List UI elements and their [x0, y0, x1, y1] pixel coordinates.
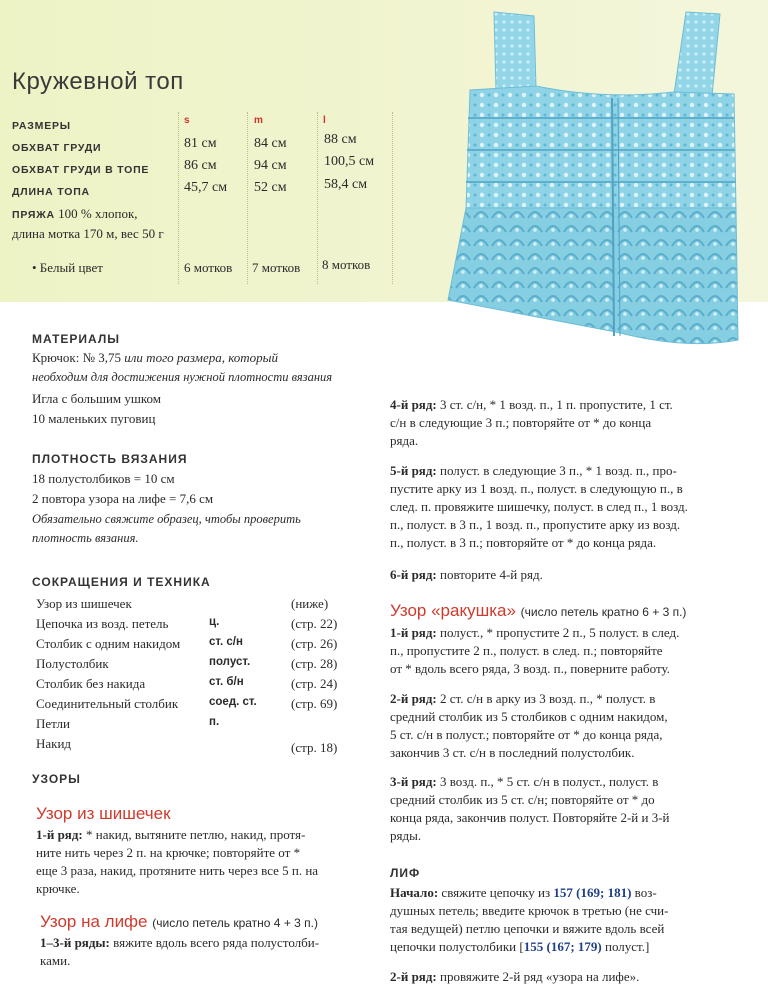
- gauge-line: 2 повтора узора на лифе = 7,6 см: [32, 491, 214, 506]
- row-text: след. п. провяжите шишечку, полуст. в след п., 1 возд.: [390, 499, 688, 514]
- row-text: повторите 4-й ряд.: [440, 567, 543, 582]
- table-divider: [247, 112, 248, 284]
- size-row-label: ДЛИНА ТОПА: [12, 186, 90, 198]
- row-text: 5 ст. с/н в полуст.; повторяйте от * до конца ряда,: [390, 727, 663, 742]
- row-text: крючке.: [36, 881, 80, 896]
- gauge-heading: ПЛОТНОСТЬ ВЯЗАНИЯ: [32, 452, 188, 466]
- abbr-short: полуст.: [209, 656, 251, 668]
- row-text: ните нить через 2 п. на крючке; повторяйте от *: [36, 845, 301, 860]
- materials-needle: Игла с большим ушком: [32, 391, 162, 406]
- materials-hook: [32, 350, 278, 366]
- row-text: вяжите вдоль всего ряда полустолби-: [113, 935, 320, 950]
- shell-note: (число петель кратно 6 + 3 п.): [520, 605, 687, 619]
- size-cell: 86 см: [184, 158, 217, 173]
- materials-buttons: 10 маленьких пуговиц: [32, 411, 156, 426]
- abbreviation-row: [36, 716, 356, 736]
- abbr-ref: (стр. 26): [291, 636, 338, 651]
- gauge-note: Обязательно свяжите образец, чтобы проверить: [32, 512, 301, 526]
- yarn-line-1: [12, 206, 138, 222]
- stitch-count-s: 155: [523, 939, 544, 954]
- row-text: от * вдоль всего ряда, 3 возд. п., поверните работу.: [390, 661, 670, 676]
- yarn-line-2: длина мотка 170 м, вес 50 г: [12, 226, 164, 241]
- skein-count: 8 мотков: [322, 257, 371, 272]
- row-text: ряда.: [390, 433, 419, 448]
- abbr-name: Соединительный столбик: [36, 696, 179, 711]
- skein-count: 7 мотков: [252, 260, 301, 275]
- size-cell: 84 см: [254, 136, 287, 151]
- bodice-title-text: Узор на лифе: [40, 912, 148, 931]
- row-text: еще 3 раза, накид, протяните нить через все 5 п. на: [36, 863, 319, 878]
- materials-hook-note: необходим для достижения нужной плотности вязания: [32, 370, 333, 384]
- row-text: с/н в следующие 3 п.; повторяйте от * до конца: [390, 415, 652, 430]
- bodice-pattern-title: [40, 912, 318, 932]
- gauge-note: плотность вязания.: [32, 531, 139, 545]
- row-label: Начало:: [390, 885, 439, 900]
- bodice-start: Начало: свяжите цепочку из 157 (169; 181) воз- душных петель; введите крючок в третью (не счи- тая ведущей) петлю цепочки и вяжите вдоль всей цепочки полустолбики [155 (167; 179) полуст.]: [390, 884, 730, 956]
- size-row-label: ОБХВАТ ГРУДИ В ТОПЕ: [12, 164, 150, 176]
- hook-note: или того размера, который: [121, 350, 278, 365]
- row-text: 2 ст. с/н в арку из 3 возд. п., * полуст. в: [440, 691, 656, 706]
- size-s: s: [184, 115, 190, 126]
- skein-count: 6 мотков: [184, 260, 233, 275]
- stitch-count-l: 181: [607, 885, 628, 900]
- abbr-name: Столбик без накида: [36, 676, 146, 691]
- size-cell: 58,4 см: [324, 177, 368, 192]
- abbr-ref: (стр. 28): [291, 656, 338, 671]
- shell-title-text: Узор «ракушка»: [390, 601, 516, 620]
- row-label: 6-й ряд:: [390, 567, 437, 582]
- row-text: душных петель; введите крючок в третью (не счи-: [390, 903, 669, 918]
- patterns-heading: УЗОРЫ: [32, 772, 81, 786]
- sizes-label: РАЗМЕРЫ: [12, 120, 71, 132]
- size-cell: 81 см: [184, 136, 217, 151]
- abbr-short: ст. б/н: [209, 676, 244, 688]
- abbreviation-row: [36, 736, 356, 756]
- materials-heading: МАТЕРИАЛЫ: [32, 332, 121, 346]
- color-label: • Белый цвет: [32, 260, 103, 275]
- row-6: [390, 566, 730, 584]
- row-text: полуст.]: [605, 939, 650, 954]
- row-text: ряды.: [390, 828, 422, 843]
- row-text: п., пропустите 2 п., полуст. в след. п.; повторяйте: [390, 643, 663, 658]
- row-text: тая ведущей) петлю цепочки и вяжите вдоль всей: [390, 921, 665, 936]
- abbr-ref: (ниже): [291, 596, 329, 611]
- bobble-row1: [36, 826, 356, 898]
- row-text: полуст., * пропустите 2 п., 5 полуст. в след.: [440, 625, 680, 640]
- row-label: 1-й ряд:: [36, 827, 83, 842]
- size-cell: 94 см: [254, 158, 287, 173]
- shell-pattern-title: [390, 601, 686, 621]
- size-cell: 45,7 см: [184, 180, 228, 195]
- size-cell: 100,5 см: [324, 154, 375, 169]
- row-label: 1–3-й ряды:: [40, 935, 110, 950]
- size-cell: 88 см: [324, 132, 357, 147]
- stitch-count-s: 157: [553, 885, 573, 900]
- abbr-short: ц.: [209, 616, 220, 628]
- abbr-short: ст. с/н: [209, 636, 243, 648]
- row-label: 4-й ряд:: [390, 397, 437, 412]
- table-divider: [317, 112, 318, 284]
- size-cell: 52 см: [254, 180, 287, 195]
- row-text: п., полуст. в 3 п., 1 возд. п., пропустите арку из возд.: [390, 517, 681, 532]
- lace-top-illustration: [436, 10, 744, 355]
- bodice-row-2: [390, 968, 730, 986]
- row-text: средний столбик из 5 ст. с/н; повторяйте от * до: [390, 792, 655, 807]
- abbr-name: Цепочка из возд. петель: [36, 616, 169, 631]
- shell-row-2: [390, 690, 730, 762]
- size-l: l: [323, 115, 326, 126]
- shell-row-1: [390, 624, 730, 678]
- abbreviation-row: [36, 596, 356, 616]
- stitch-count-m: 167: [550, 939, 571, 954]
- row-text: пустите арку из 1 возд. п., полуст. в следующую п., в: [390, 481, 683, 496]
- row-text: 3 возд. п., * 5 ст. с/н в полуст., полуст. в: [440, 774, 659, 789]
- row-label: 2-й ряд:: [390, 969, 437, 984]
- yarn-label: ПРЯЖА: [12, 209, 55, 221]
- row-text: 3 ст. с/н, * 1 возд. п., 1 п. пропустите, 1 ст.: [440, 397, 673, 412]
- row-label: 5-й ряд:: [390, 463, 437, 478]
- bodice-rows-1-3: [40, 934, 360, 970]
- abbr-name: Петли: [36, 716, 70, 731]
- row-text: провяжите 2-й ряд «узора на лифе».: [440, 969, 640, 984]
- abbr-name: Полустолбик: [36, 656, 109, 671]
- yarn-text: 100 % хлопок,: [58, 206, 138, 221]
- row-4: [390, 396, 730, 450]
- row-text: * накид, вытяните петлю, накид, протя-: [86, 827, 306, 842]
- abbreviations-heading: СОКРАЩЕНИЯ И ТЕХНИКА: [32, 575, 211, 589]
- abbr-short: соед. ст.: [209, 696, 257, 708]
- shell-row-3: [390, 773, 730, 845]
- abbr-name: Узор из шишечек: [36, 596, 132, 611]
- size-m: m: [254, 115, 263, 126]
- abbr-ref: (стр. 69): [291, 696, 338, 711]
- abbr-name: Столбик с одним накидом: [36, 636, 181, 651]
- row-text: воз-: [634, 885, 657, 900]
- page-title: Кружевной топ: [12, 68, 184, 95]
- hook-size: Крючок: № 3,75: [32, 350, 122, 365]
- abbr-ref: (стр. 22): [291, 616, 338, 631]
- abbr-ref: (стр. 24): [291, 676, 338, 691]
- table-divider: [178, 112, 179, 284]
- row-text: свяжите цепочку из: [441, 885, 551, 900]
- stitch-count-m: 169: [580, 885, 600, 900]
- row-text: ками.: [40, 953, 71, 968]
- abbreviation-row: [36, 696, 356, 716]
- bodice-note: (число петель кратно 4 + 3 п.): [152, 916, 318, 930]
- row-text: п., полуст. в 3 п.; повторяйте от * до конца ряда.: [390, 535, 657, 550]
- row-text: цепочки полустолбики: [390, 939, 517, 954]
- table-divider: [392, 112, 393, 284]
- size-row-label: ОБХВАТ ГРУДИ: [12, 142, 102, 154]
- abbreviation-row: [36, 676, 356, 696]
- row-text: закончив 3 ст. с/н в последний полустолбик.: [390, 745, 635, 760]
- abbreviation-row: [36, 656, 356, 676]
- gauge-line: 18 полустолбиков = 10 см: [32, 471, 175, 486]
- bodice-heading: ЛИФ: [390, 866, 421, 880]
- abbreviation-row: [36, 616, 356, 636]
- abbr-name: Накид: [36, 736, 72, 751]
- row-5: [390, 462, 730, 552]
- stitch-count-l: 179: [577, 939, 598, 954]
- row-text: конца ряда, закончив полуст. Повторяйте 2-й и 3-й: [390, 810, 670, 825]
- bobble-pattern-title: Узор из шишечек: [36, 804, 171, 823]
- abbr-short: п.: [209, 716, 220, 728]
- row-text: полуст. в следующие 3 п., * 1 возд. п., про-: [440, 463, 677, 478]
- row-text: средний столбик из 5 столбиков с одним накидом,: [390, 709, 668, 724]
- row-label: 3-й ряд:: [390, 774, 437, 789]
- row-label: 2-й ряд:: [390, 691, 437, 706]
- abbr-ref: (стр. 18): [291, 740, 338, 755]
- abbreviation-row: [36, 636, 356, 656]
- row-label: 1-й ряд:: [390, 625, 437, 640]
